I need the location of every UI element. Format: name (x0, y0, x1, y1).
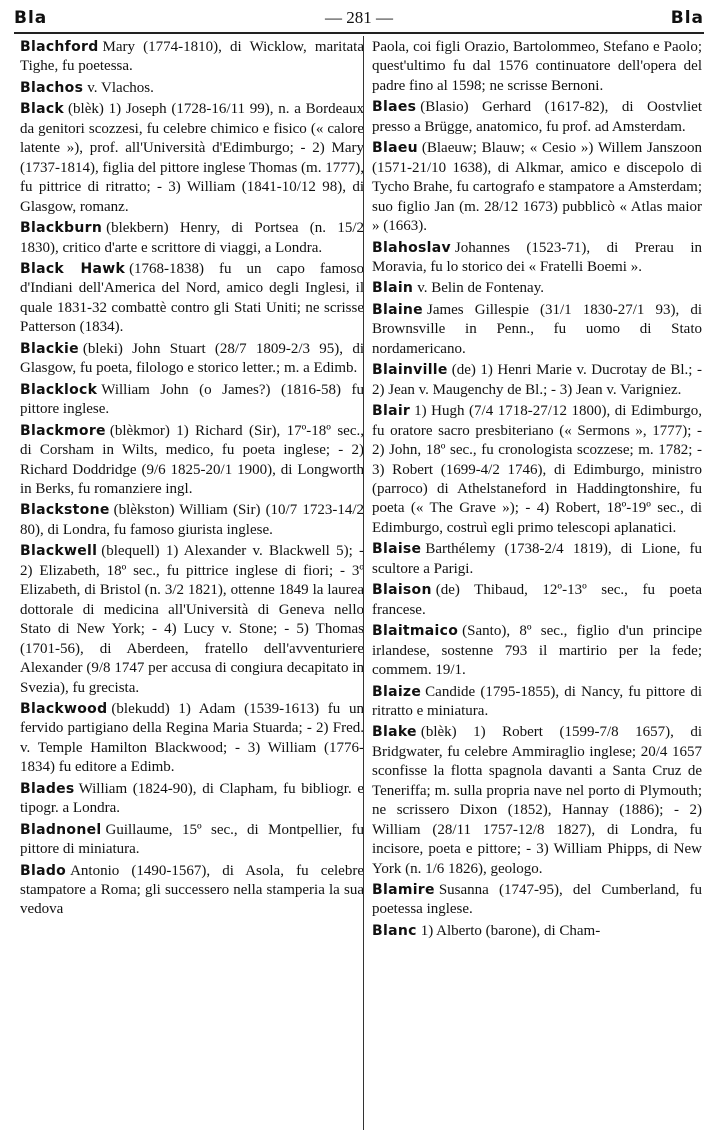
dictionary-entry (20, 862, 364, 920)
entry-headword: Blades (20, 780, 75, 797)
entry-text: (Blasio) Gerhard (1617-82), di Oostvliet presso a Brügge, anatomico, fu prof. ad Amsterdam. (372, 99, 702, 135)
dictionary-entry (372, 98, 702, 137)
dictionary-entry (372, 581, 702, 620)
entry-text: Johannes (1523-71), di Prerau in Moravia, fu lo storico dei « Fratelli Boemi ». (372, 239, 702, 275)
entry-headword: Blachford (20, 39, 99, 55)
dictionary-entry (372, 301, 702, 359)
entry-headword: Blaison (372, 582, 432, 599)
entry-text: (blèkmor) 1) Richard (Sir), 17º-18º sec., di Corsham in Wilts, medico, fu poeta inglese; - 2) Richard Doddridge (9/6 1825-20/1 1900), di Longworth in Berks, fu romanziere ingl. (20, 422, 364, 497)
dictionary-entry (20, 38, 364, 77)
entry-text: (blekudd) 1) Adam (1539-1613) fu un fervido partigiano della Regina Maria Stuarda; - 2) Fred. v. Temple Hamilton Blackwood; - 3) William (1776-1834) fu editore a Edimb. (20, 700, 364, 776)
column-divider (363, 36, 364, 1130)
entry-text: (bleki) John Stuart (28/7 1809-2/3 95), di Glasgow, fu poeta, filologo e storico letter.; m. a Edimb. (20, 340, 364, 377)
entry-text: (blèk) 1) Joseph (1728-16/11 99), n. a Bordeaux da genitori scozzesi, fu celebre chimico e fisico (« calore latente »), prof. all'Università d'Edimburgo; - 2) Mary (1737-1814), figlia del pittore inglese Thomas (m. 1777), fu pittrice di ritratto; - 3) William (1841-10/12 98), di Glasgow, romanz. (20, 101, 364, 215)
dictionary-entry (20, 422, 364, 500)
entry-headword: Blaitmaico (372, 623, 459, 640)
entry-headword: Blado (20, 862, 67, 879)
header-left-word: Bla (14, 8, 48, 28)
entry-headword: Blaise (372, 541, 422, 558)
entry-text: Antonio (1490-1567), di Asola, fu celebre stampatore a Roma; gli successero nella stamperia la sua vedova (20, 862, 364, 918)
dictionary-entry (20, 219, 364, 258)
dictionary-entry (372, 361, 702, 400)
page-number: — 281 — (325, 8, 393, 27)
left-column (20, 38, 364, 1128)
entry-headword: Blackburn (20, 220, 103, 237)
entry-headword: Blanc (372, 922, 417, 939)
dictionary-entry (20, 821, 364, 860)
dictionary-entry (20, 340, 364, 379)
entry-headword: Blackwell (20, 543, 98, 560)
entry-text: Candide (1795-1855), di Nancy, fu pittore di ritratto e miniatura. (372, 683, 702, 719)
dictionary-entry (372, 279, 702, 298)
entry-text: Guillaume, 15º sec., di Montpellier, fu pittore di miniatura. (20, 821, 364, 858)
entry-headword: Blamire (372, 882, 435, 899)
entry-headword: Black (20, 101, 65, 118)
dictionary-entry (20, 700, 364, 778)
dictionary-entry (372, 723, 702, 879)
entry-text: (Santo), 8º sec., figlio d'un principe irlandese, sostenne 793 il martirio per la fede; commem. 19/1. (372, 623, 702, 679)
entry-headword: Blaize (372, 683, 422, 700)
entry-headword: Blackie (20, 340, 79, 357)
dictionary-entry (372, 402, 702, 538)
entry-text: (1768-1838) fu un capo famoso d'Indiani dell'America del Nord, amico degli Inglesi, il quale 1831-32 combattè contro gli Stati Uniti; ne scrisse Patterson (1834). (20, 260, 364, 336)
dictionary-entry (20, 79, 364, 98)
dictionary-entry (372, 38, 702, 96)
entry-headword: Blaes (372, 99, 417, 116)
dictionary-entry (372, 139, 702, 236)
entry-text: Barthélemy (1738-2/4 1819), di Lione, fu scultore a Parigi. (372, 541, 702, 577)
entry-headword: Blair (372, 403, 411, 420)
entry-headword: Blahoslav (372, 239, 451, 256)
dictionary-entry (372, 239, 702, 278)
dictionary-entry (372, 683, 702, 722)
entry-headword: Blain (372, 280, 414, 297)
dictionary-entry (20, 501, 364, 540)
header-rule (14, 32, 704, 34)
entry-text: William (1824-90), di Clapham, fu bibliogr. e tipogr. a Londra. (20, 780, 364, 817)
entry-headword: Bladnonel (20, 821, 102, 838)
entry-text: Paola, coi figli Orazio, Bartolommeo, Stefano e Paolo; quest'ultimo fu dal 1576 continuatore dell'opera del padre fino al 1598; ne scrisse Bernoni. (372, 39, 702, 94)
dictionary-entry (372, 622, 702, 680)
entry-headword: Blachos (20, 79, 84, 96)
dictionary-entry (20, 542, 364, 698)
entry-headword: Blainville (372, 362, 448, 379)
entry-headword: Blake (372, 724, 417, 741)
right-column (372, 38, 702, 1128)
entry-headword: Black Hawk (20, 260, 126, 277)
entry-text: (Blaeuw; Blauw; « Cesio ») Willem Janszoon (1571-21/10 1638), di Alkmar, amico e discepolo di Tycho Brahe, fu cartografo e stampatore a Amsterdam; suo figlio Jan (m. 28/12 1673) pubblicò « Atlas maior » (1663). (372, 140, 702, 235)
entry-headword: Blackmore (20, 422, 106, 439)
entry-headword: Blaine (372, 301, 423, 318)
dictionary-entry (20, 381, 364, 420)
entry-text: 1) Alberto (barone), di Cham- (420, 922, 601, 939)
entry-headword: Blackwood (20, 700, 108, 717)
entry-headword: Blacklock (20, 381, 98, 398)
entry-text: Susanna (1747-95), del Cumberland, fu poetessa inglese. (372, 882, 702, 918)
entry-text: (blequell) 1) Alexander v. Blackwell 5); - 2) Elizabeth, 18º sec., fu pittrice inglese di fiori; - 3º Elizabeth, di Bristol (n. 3/2 1821), ottenne 1849 la laurea dottorale di medicina all'Università di Geneva nello Stato di New York; - 4) Lucy v. Stone; - 5) Thomas (1701-56), di Aberdeen, fratello dell'avventuriere Alexander (9/8 1747 per accusa di congiura decapitato in Svezia), fu grecista. (20, 543, 364, 696)
dictionary-entry (372, 540, 702, 579)
entry-headword: Blaeu (372, 140, 418, 157)
entry-text: (blèk) 1) Robert (1599-7/8 1657), di Bridgwater, fu celebre Ammiraglio inglese; 20/4 1657 sconfisse la flotta spagnola davanti a Santa Cruz de Teneriffa; m. sulla propria nave nel porto di Plymouth; ne scrissero Dixon (1852), Hannay (1886); - 2) William (28/11 1757-12/8 1827), di Londra, fu incisore, poeta e pittore; - 3) William Phipps, di New York (n. 1/6 1826), geologo. (372, 724, 702, 877)
entry-text: 1) Hugh (7/4 1718-27/12 1800), di Edimburgo, fu oratore sacro presbiteriano (« Sermons », 1777); - 2) John, 18º sec., fu cronologista scozzese; m. 1782; - 3) Robert (1699-4/2 1746), di Edimburgo, ministro (parroco) di Athelstaneford in Haddingtonshire, fu poeta (« The Grave »); - 4) Robert, 18º-19º sec., di Edimburgo, costruì egli primo telescopi aplanatici. (372, 403, 702, 536)
entry-headword: Blackstone (20, 502, 110, 519)
dictionary-entry (20, 100, 364, 217)
entry-text: (de) 1) Henri Marie v. Ducrotay de Bl.; - 2) Jean v. Maugenchy de Bl.; - 3) Jean v. Varigniez. (372, 362, 702, 398)
entry-text: v. Vlachos. (87, 79, 154, 96)
entry-text: William John (o James?) (1816-58) fu pittore inglese. (20, 381, 364, 418)
dictionary-entry (372, 881, 702, 920)
entry-text: (de) Thibaud, 12º-13º sec., fu poeta francese. (372, 582, 702, 618)
header-right-word: Bla (670, 8, 704, 28)
entry-text: (blèkston) William (Sir) (10/7 1723-14/2 80), di Londra, fu famoso giurista inglese. (20, 502, 364, 538)
entry-text: (blekbern) Henry, di Portsea (n. 15/2 1830), critico d'arte e scrittore di viaggi, a Londra. (20, 220, 364, 256)
entry-text: v. Belin de Fontenay. (417, 280, 544, 297)
entry-text: Mary (1774-1810), di Wicklow, maritata Tighe, fu poetessa. (20, 39, 364, 75)
running-header (14, 6, 704, 30)
dictionary-entry (20, 260, 364, 338)
entry-text: James Gillespie (31/1 1830-27/1 93), di Brownsville in Penn., fu uomo di Stato nordamericano. (372, 301, 702, 357)
dictionary-entry (372, 922, 702, 941)
dictionary-entry (20, 780, 364, 819)
